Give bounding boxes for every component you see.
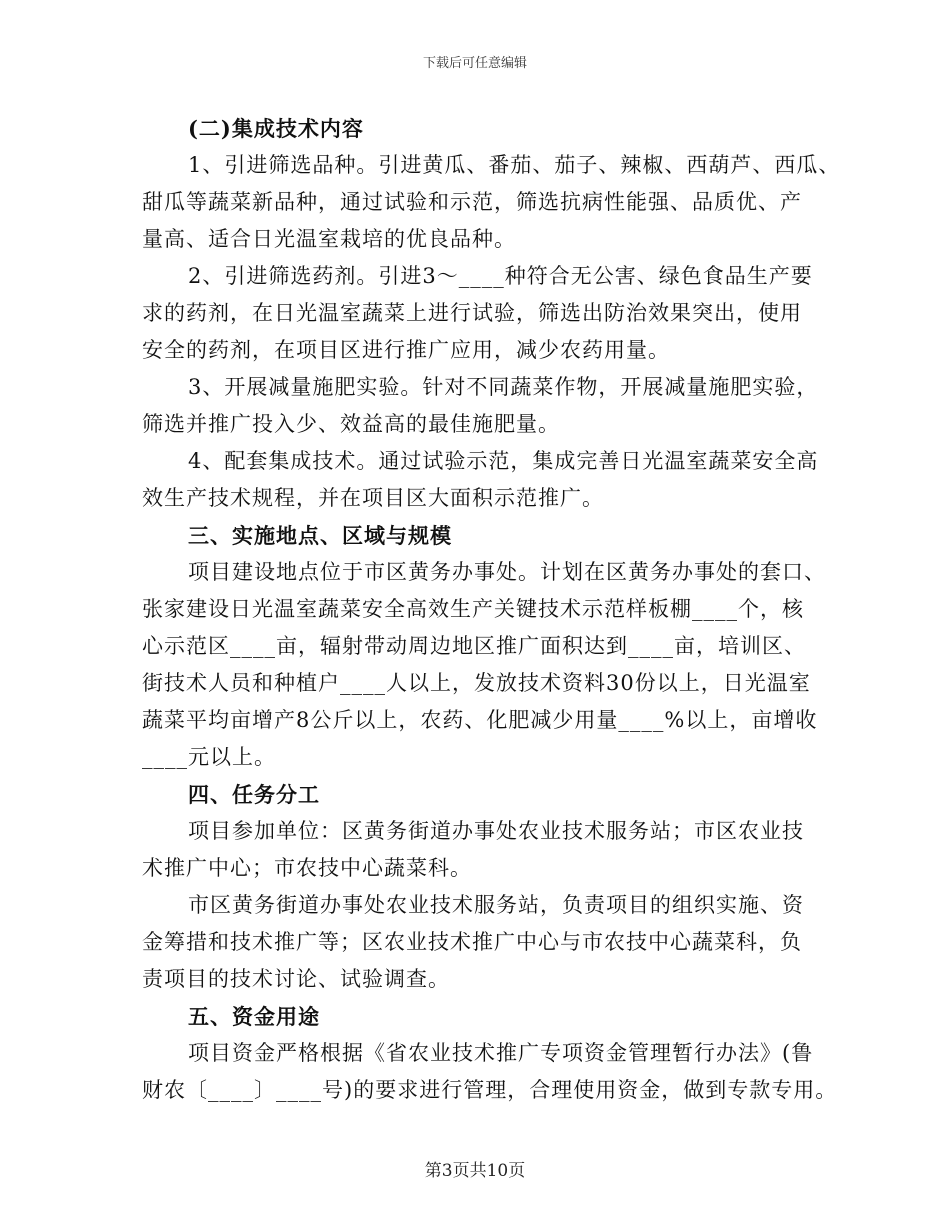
text-line: 蔬菜平均亩增产8公斤以上，农药、化肥减少用量____%以上，亩增收	[142, 708, 818, 732]
section-heading: 五、资金用途	[188, 1004, 320, 1029]
page-footer: 第3页共10页	[424, 1161, 526, 1181]
text-line: 项目资金严格根据《省农业技术推广专项资金管理暂行办法》(鲁	[188, 1041, 814, 1065]
section-heading: (二)集成技术内容	[188, 116, 364, 141]
text-line: 项目参加单位：区黄务街道办事处农业技术服务站；市区农业技	[188, 819, 804, 843]
text-line: 张家建设日光温室蔬菜安全高效生产关键技术示范样板棚____个，核	[142, 597, 804, 621]
text-line: 市区黄务街道办事处农业技术服务站，负责项目的组织实施、资	[188, 893, 804, 917]
document-body	[142, 110, 841, 1109]
text-line: 效生产技术规程，并在项目区大面积示范推广。	[142, 486, 604, 510]
text-line: 金筹措和技术推广等；区农业技术推广中心与市农技中心蔬菜科，负	[142, 930, 802, 954]
text-line: ____元以上。	[142, 745, 276, 769]
text-line: 心示范区____亩，辐射带动周边地区推广面积达到____亩，培训区、	[142, 634, 806, 658]
text-line: 安全的药剂，在项目区进行推广应用，减少农药用量。	[142, 338, 670, 362]
text-line: 2、引进筛选药剂。引进3～____种符合无公害、绿色食品生产要	[188, 264, 813, 288]
text-line: 4、配套集成技术。通过试验示范，集成完善日光温室蔬菜安全高	[188, 449, 819, 473]
text-line: 3、开展减量施肥实验。针对不同蔬菜作物，开展减量施肥实验，	[188, 375, 819, 399]
text-line: 筛选并推广投入少、效益高的最佳施肥量。	[142, 412, 560, 436]
text-line: 财农〔____〕____号)的要求进行管理，合理使用资金，做到专款专用。	[142, 1078, 838, 1102]
section-heading: 三、实施地点、区域与规模	[188, 523, 452, 548]
text-line: 甜瓜等蔬菜新品种，通过试验和示范，筛选抗病性能强、品质优、产	[142, 190, 802, 214]
text-line: 街技术人员和种植户____人以上，发放技术资料30份以上，日光温室	[142, 671, 811, 695]
section-heading: 四、任务分工	[188, 782, 320, 807]
text-line: 求的药剂，在日光温室蔬菜上进行试验，筛选出防治效果突出，使用	[142, 301, 802, 325]
text-line: 量高、适合日光温室栽培的优良品种。	[142, 227, 516, 251]
text-line: 责项目的技术讨论、试验调查。	[142, 967, 450, 991]
text-line: 项目建设地点位于市区黄务办事处。计划在区黄务办事处的套口、	[188, 560, 826, 584]
text-line: 1、引进筛选品种。引进黄瓜、番茄、茄子、辣椒、西葫芦、西瓜、	[188, 153, 841, 177]
text-line: 术推广中心；市农技中心蔬菜科。	[142, 856, 472, 880]
page-header: 下载后可任意编辑	[422, 56, 527, 71]
